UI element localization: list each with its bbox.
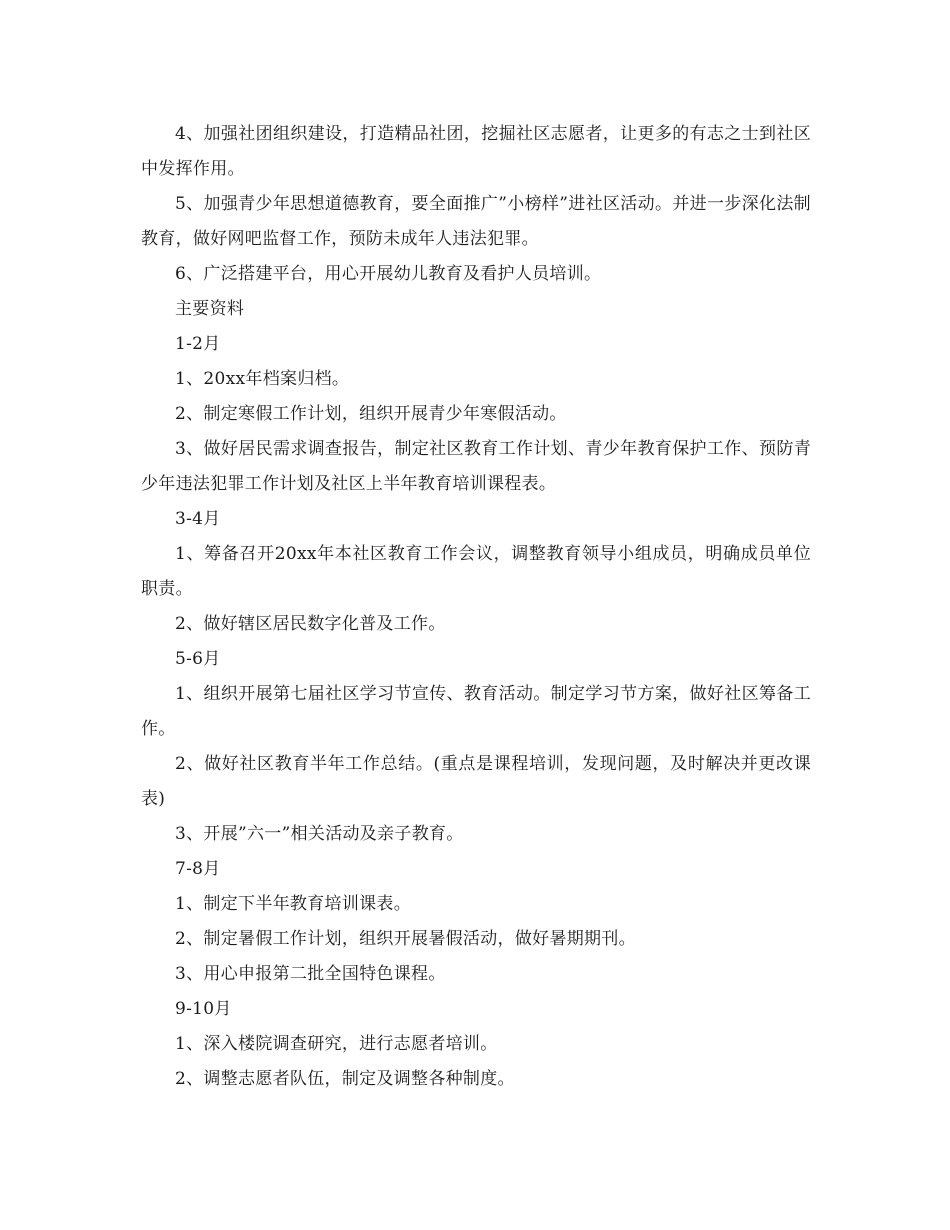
- document-body: [141, 117, 811, 1097]
- paragraph: 3、用心申报第二批全国特色课程。: [175, 964, 446, 984]
- paragraph: 2、制定暑假工作计划，组织开展暑假活动，做好暑期期刊。: [175, 929, 636, 949]
- paragraph: 1、筹备召开20xx年本社区教育工作会议，调整教育领导小组成员，明确成员单位职责。: [141, 544, 811, 599]
- paragraph: 2、做好辖区居民数字化普及工作。: [175, 614, 446, 634]
- paragraph: 1、20xx年档案归档。: [175, 369, 350, 389]
- paragraph: 3、开展”六一”相关活动及亲子教育。: [175, 824, 464, 844]
- paragraph: 1、深入楼院调查研究，进行志愿者培训。: [175, 1034, 498, 1054]
- paragraph: 1、组织开展第七届社区学习节宣传、教育活动。制定学习节方案，做好社区筹备工作。: [141, 684, 811, 739]
- paragraph: 4、加强社团组织建设，打造精品社团，挖掘社区志愿者，让更多的有志之士到社区中发挥作用。: [141, 124, 811, 179]
- paragraph: 2、制定寒假工作计划，组织开展青少年寒假活动。: [175, 404, 567, 424]
- paragraph: 1、制定下半年教育培训课表。: [175, 894, 412, 914]
- paragraph: 5、加强青少年思想道德教育，要全面推广”小榜样”进社区活动。并进一步深化法制教育，做好网吧监督工作，预防未成年人违法犯罪。: [141, 194, 811, 249]
- section-heading: 主要资料: [175, 299, 245, 319]
- month-heading: 5-6月: [175, 649, 221, 669]
- month-heading: 1-2月: [175, 334, 221, 354]
- month-heading: 7-8月: [175, 859, 221, 879]
- paragraph: 2、调整志愿者队伍，制定及调整各种制度。: [175, 1069, 515, 1089]
- month-heading: 3-4月: [175, 509, 221, 529]
- paragraph: 2、做好社区教育半年工作总结。(重点是课程培训，发现问题，及时解决并更改课表): [141, 754, 811, 809]
- paragraph: 3、做好居民需求调查报告，制定社区教育工作计划、青少年教育保护工作、预防青少年违法犯罪工作计划及社区上半年教育培训课程表。: [141, 439, 811, 494]
- month-heading: 9-10月: [175, 999, 232, 1019]
- paragraph: 6、广泛搭建平台，用心开展幼儿教育及看护人员培训。: [175, 264, 602, 284]
